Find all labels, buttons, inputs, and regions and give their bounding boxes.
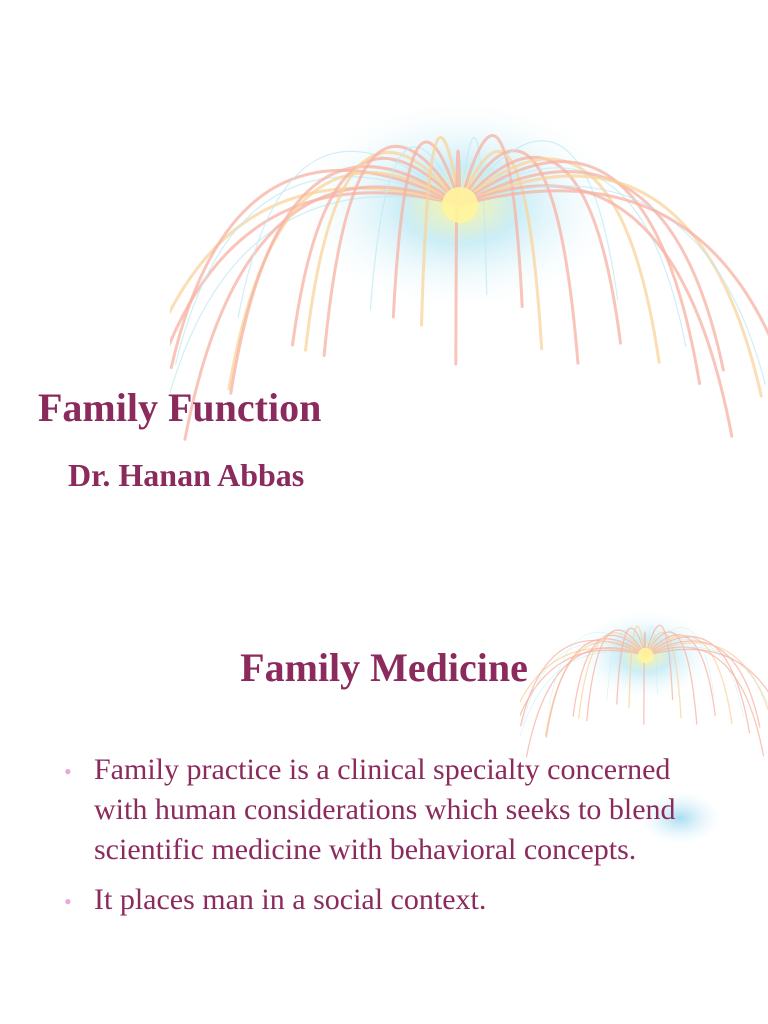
- bullet-list: [62, 750, 702, 930]
- slide-subtitle: Dr. Hanan Abbas: [68, 457, 305, 493]
- slide-title: Family Medicine: [240, 645, 528, 690]
- bullet-dot-icon: •: [64, 889, 72, 914]
- bullet-text: Family practice is a clinical specialty concerned with human considerations which seeks to blend scientific medicine with behavioral concepts.: [94, 753, 676, 866]
- bullet-dot-icon: •: [64, 759, 72, 784]
- slide-2: [0, 560, 768, 1024]
- slide-title: Family Function: [38, 385, 322, 430]
- bullet-item: [62, 750, 702, 870]
- bullet-text: It places man in a social context.: [94, 883, 487, 916]
- bullet-item: [62, 880, 702, 920]
